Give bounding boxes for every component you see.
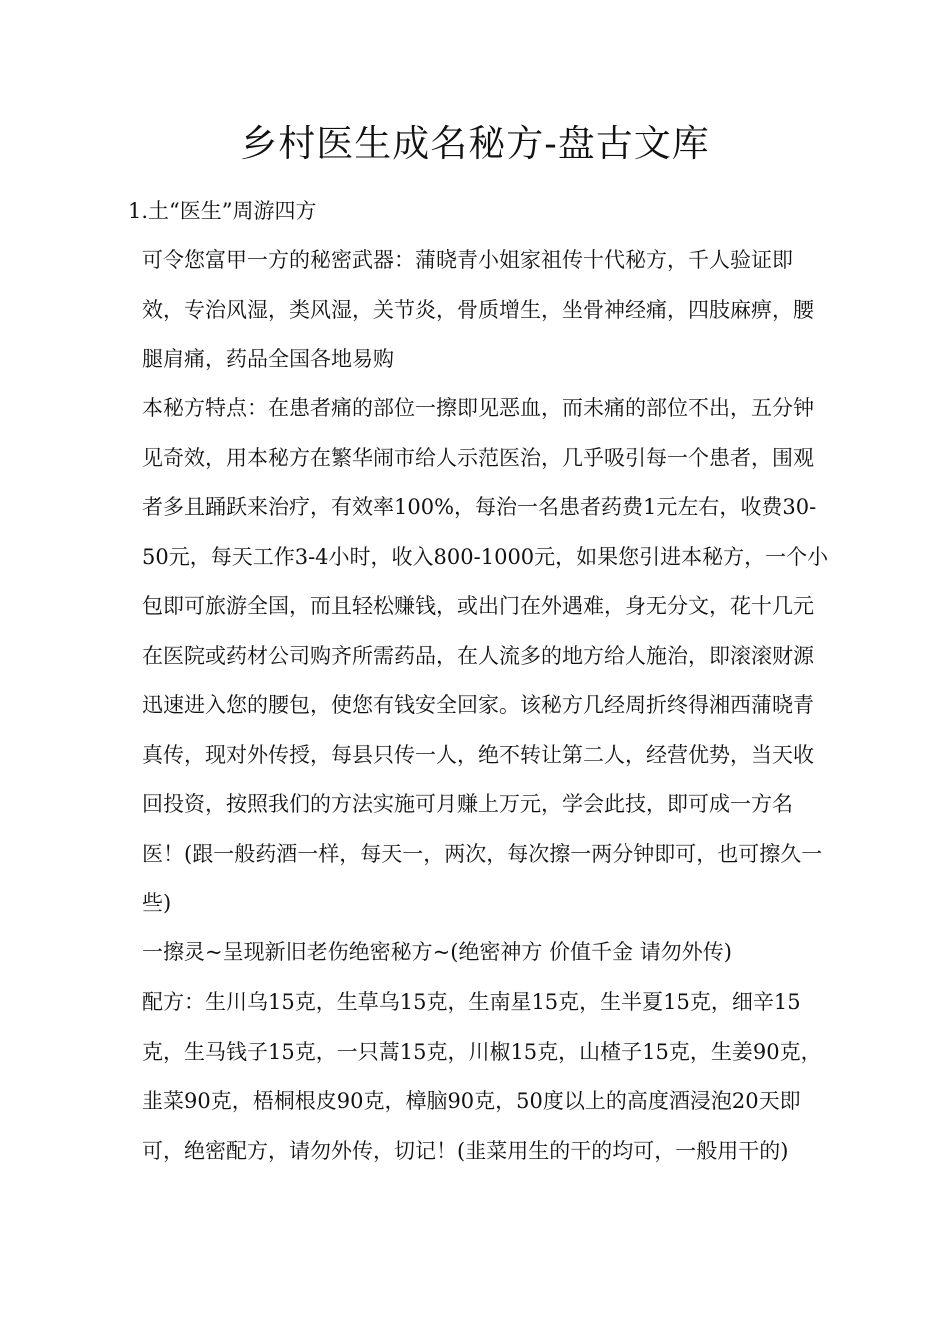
section-heading: 1.土“医生”周游四方 [128, 199, 317, 223]
paragraph-features: 本秘方特点：在患者痛的部位一擦即见恶血，而未痛的部位不出，五分钟见奇效，用本秘方在繁华闹市给人示范医治，几乎吸引每一个患者，围观者多且踊跃来治疗，有效率100%，每治一名患者药费1元左右，收费30-50元，每天工作3-4小时，收入800-1000元，如果您引进本秘方，一个小包即可旅游全国，而且轻松赚钱，或出门在外遇难，身无分文，花十几元在医院或药材公司购齐所需药品，在人流多的地方给人施治，即滚滚财源迅速进入您的腰包，使您有钱安全回家。该秘方几经周折终得湘西蒲晓青真传，现对外传授，每县只传一人，绝不转让第二人，经营优势，当天收回投资，按照我们的方法实施可月赚上万元，学会此技，即可成一方名医！(跟一般药酒一样，每天一，两次，每次擦一两分钟即可，也可擦久一些) [142, 396, 829, 915]
paragraph-intro: 可令您富甲一方的秘密武器：蒲晓青小姐家祖传十代秘方，千人验证即效，专治风湿，类风湿，关节炎，骨质增生，坐骨神经痛，四肢麻痹，腰腿肩痛，药品全国各地易购 [142, 248, 814, 371]
document-title: 乡村医生成名秘方-盘古文库 [240, 122, 710, 165]
paragraph-formula: 配方：生川乌15克，生草乌15克，生南星15克，生半夏15克，细辛15克，生马钱子15克，一只蒿15克，川椒15克，山楂子15克，生姜90克，韭菜90克，梧桐根皮90克，樟脑90克，50度以上的高度酒浸泡20天即可，绝密配方，请勿外传，切记！(韭菜用生的干的均可，一般用干的) [142, 990, 822, 1163]
paragraph-recipe-title: 一擦灵~呈现新旧老伤绝密秘方~(绝密神方 价值千金 请勿外传) [142, 940, 732, 964]
